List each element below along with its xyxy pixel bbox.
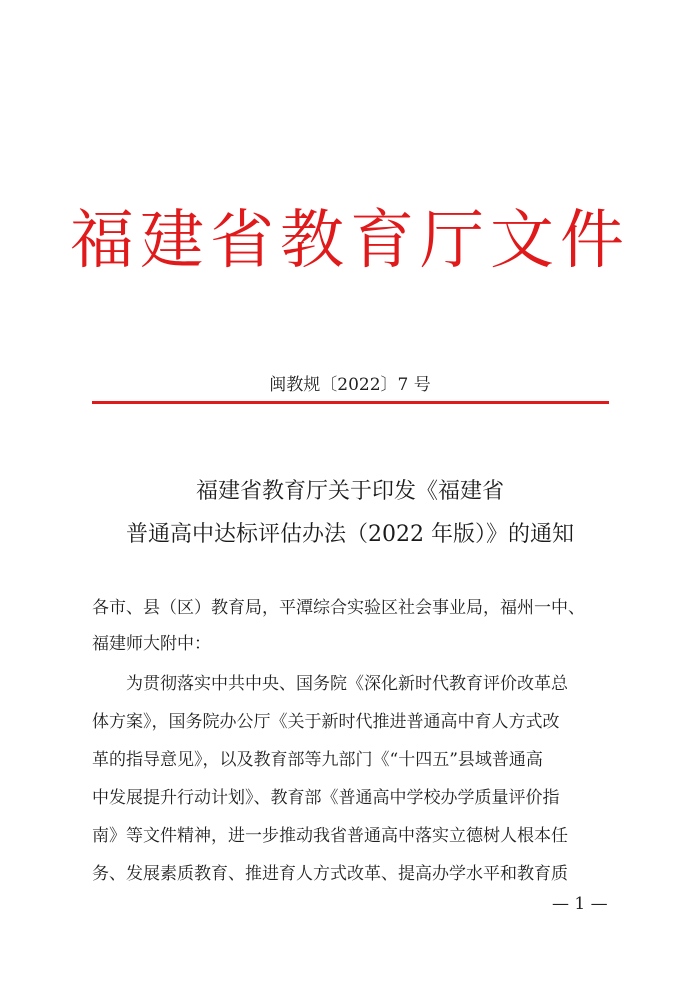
red-divider-line bbox=[92, 401, 609, 404]
body-line-4: 体方案》，国务院办公厅《关于新时代推进普通高中育人方式改 bbox=[92, 712, 560, 732]
body-line-7: 南》等文件精神，进一步推动我省普通高中落实立德树人根本任 bbox=[92, 826, 568, 846]
body-line-8: 务、发展素质教育、推进育人方式改革、提高办学水平和教育质 bbox=[92, 864, 568, 884]
notice-title-line-2: 普通高中达标评估办法（2022 年版）》的通知 bbox=[126, 522, 574, 547]
body-line-6: 中发展提升行动计划》、教育部《普通高中学校办学质量评价指 bbox=[92, 788, 560, 808]
notice-title-line-1: 福建省教育厅关于印发《福建省 bbox=[195, 479, 504, 504]
body-line-5: 革的指导意见》，以及教育部等九部门《“十四五”县域普通高 bbox=[92, 750, 543, 770]
document-header-title: 福建省教育厅文件 bbox=[70, 204, 630, 278]
document-number: 闽教规〔2022〕7 号 bbox=[269, 375, 431, 395]
body-line-2: 福建师大附中： bbox=[92, 634, 211, 654]
page-number: — 1 — bbox=[552, 894, 608, 914]
body-line-3: 为贯彻落实中共中央、国务院《深化新时代教育评价改革总 bbox=[92, 674, 568, 694]
body-line-1: 各市、县（区）教育局，平潭综合实验区社会事业局，福州一中、 bbox=[92, 598, 585, 618]
